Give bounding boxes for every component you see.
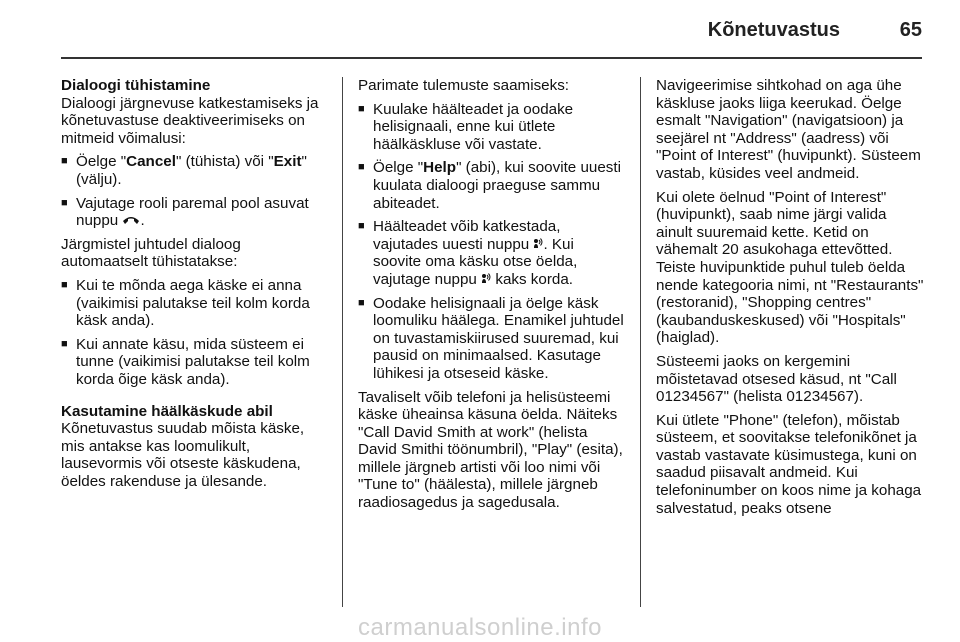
column-1 bbox=[61, 77, 329, 496]
section-heading-voice-commands: Kasutamine häälkäskude abil bbox=[61, 402, 273, 420]
watermark: carmanualsonline.info bbox=[358, 614, 602, 641]
list-item: ■ Öelge "Cancel" (tühista) või "Exit" (välju). bbox=[61, 153, 329, 188]
list-item: ■ Vajutage rooli paremal pool asuvat nuppu . bbox=[61, 195, 329, 230]
column-divider-2 bbox=[640, 77, 641, 607]
list-item: ■ Öelge "Help" (abi), kui soovite uuesti kuulata dialoogi praeguse sammu abiteadet. bbox=[358, 159, 626, 212]
header-rule bbox=[61, 57, 922, 59]
list-item: ■ Häälteadet võib katkestada, vajutades uuesti nuppu . Kui soovite oma käsku otse öelda, vajutage nuppu kaks korda. bbox=[358, 218, 626, 288]
paragraph: Navigeerimise sihtkohad on aga ühe käskluse jaoks liiga keerukad. Öelge esmalt "Navigation" (navigatsioon) ja seejärel nt "Address" (aadress) või "Point of Interest" (huvipunkt). Süsteem vastab, küsides veel andmeid. bbox=[656, 77, 921, 182]
bullet-list bbox=[358, 101, 626, 383]
column-2 bbox=[358, 77, 626, 518]
paragraph: Tavaliselt võib telefoni ja helisüsteemi käske üheainsa käsuna öelda. Näiteks "Call David Smith at work" (helista David Smithi töönumbril), "Play" (esita), millele järgneb artisti või loo nimi või "Tune to" (häälesta), millele järgneb raadiosagedus ja sagedusala. bbox=[358, 388, 623, 512]
voice-control-icon bbox=[481, 271, 491, 289]
list-item: ■ Oodake helisignaali ja öelge käsk loomuliku häälega. Enamikel juhtudel on tuvastamiskiirused suuremad, kui pausid on minimaalsed. Kasutage lühikesi ja otseseid käske. bbox=[358, 295, 626, 383]
paragraph: Parimate tulemuste saamiseks: bbox=[358, 77, 570, 94]
bullet-list bbox=[61, 153, 329, 229]
paragraph: Kui olete öelnud "Point of Interest" (huvipunkt), saab nime järgi valida ainult suuremaid kette. Ketid on vähemalt 20 asukohaga ettevõtted. Teiste huvipunktide puhul tuleb öelda nende kategooria nimi, nt "Restaurants" (restoranid), "Shopping centres" (kaubanduskeskused) või "Hospitals" (haiglad). bbox=[656, 188, 924, 347]
section-heading-cancel-dialog: Dialoogi tühistamine bbox=[61, 77, 211, 94]
end-call-icon bbox=[122, 212, 140, 230]
paragraph: Dialoogi järgnevuse katkestamiseks ja kõnetuvastuse deaktiveerimiseks on mitmeid võimalusi: bbox=[61, 94, 319, 147]
column-3 bbox=[656, 77, 926, 523]
paragraph: Kõnetuvastus suudab mõista käske, mis antakse kas loomulikult, lausevormis või otseste käskudena, öeldes rakenduse ja ülesande. bbox=[61, 420, 305, 490]
page-title: Kõnetuvastus bbox=[707, 19, 840, 41]
command-exit: Exit bbox=[273, 153, 302, 171]
page-number: 65 bbox=[899, 19, 922, 41]
list-item: ■ Kuulake häälteadet ja oodake helisignaali, enne kui ütlete häälkäskluse või vastate. bbox=[358, 101, 626, 154]
page-header bbox=[0, 0, 960, 64]
command-cancel: Cancel bbox=[126, 153, 176, 171]
list-item: ■ Kui te mõnda aega käske ei anna (vaikimisi palutakse teil kolm korda käsk anda). bbox=[61, 277, 329, 330]
paragraph: Järgmistel juhtudel dialoog automaatselt tühistatakse: bbox=[61, 235, 241, 271]
bullet-list bbox=[61, 277, 329, 389]
command-help: Help bbox=[423, 159, 457, 177]
paragraph: Süsteemi jaoks on kergemini mõistetavad otsesed käsud, nt "Call 01234567" (helista 01234567). bbox=[656, 352, 897, 406]
paragraph: Kui ütlete "Phone" (telefon), mõistab süsteem, et soovitakse telefonikõnet ja vastab vastavate küsimustega, kuni on saadud piisavalt andmeid. Kui telefoninumber on koos nime ja kohaga salvestatud, peaks otsene bbox=[656, 411, 922, 517]
list-item: ■ Kui annate käsu, mida süsteem ei tunne (vaikimisi palutakse teil kolm korda õige käsk anda). bbox=[61, 336, 329, 389]
column-divider-1 bbox=[342, 77, 343, 607]
voice-control-icon bbox=[533, 236, 543, 254]
